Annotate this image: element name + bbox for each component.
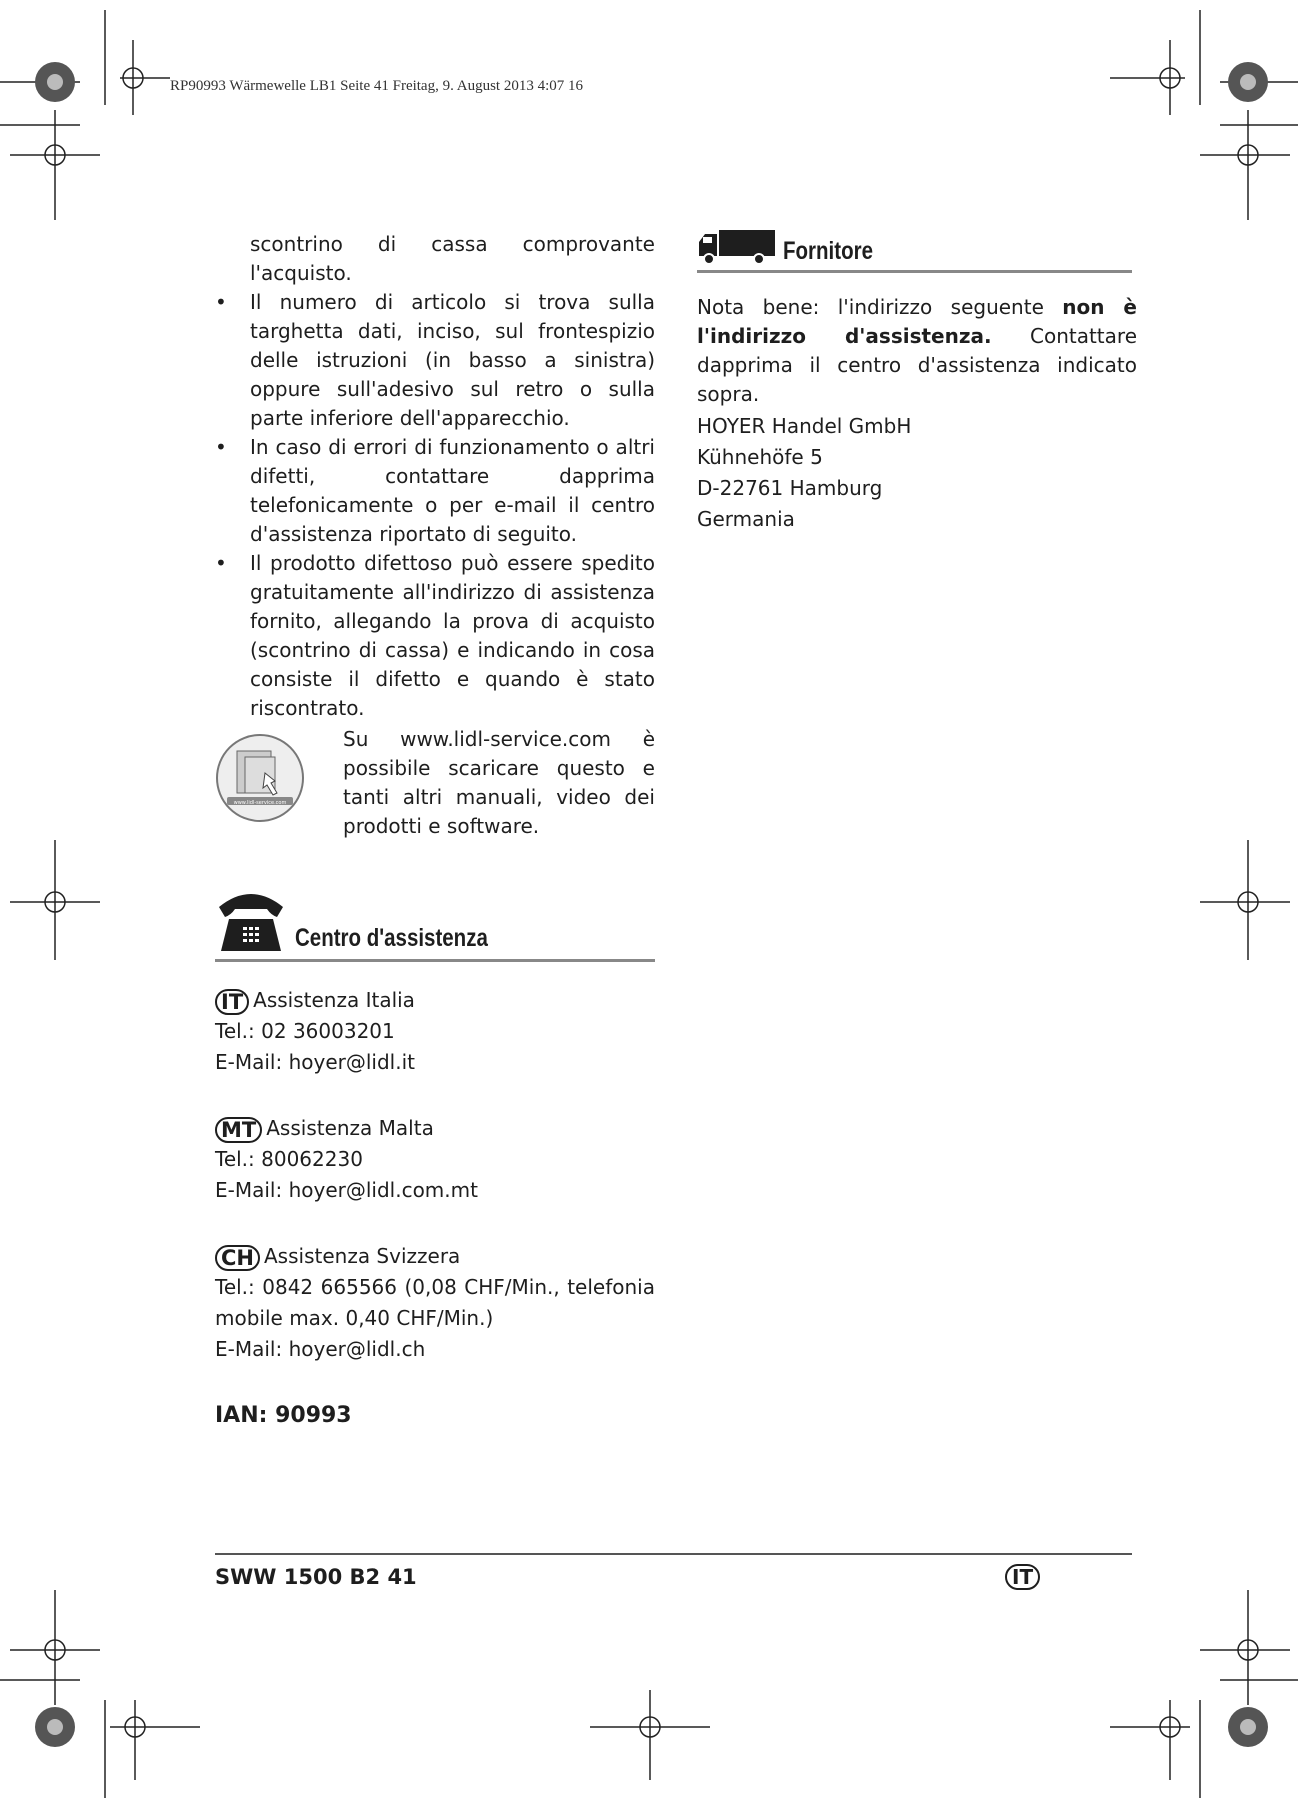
list-item: • Il prodotto difettoso può essere spedito gratuitamente all'indirizzo di assistenza fornito, allegando la prova di acquisto (scontrino di cassa) e indicando in cosa consiste il difetto e quando è stato riscontrato. [215, 549, 655, 723]
note-suffix: Contattare dapprima il centro d'assistenza indicato sopra. [697, 324, 1137, 406]
web-icon-caption: www.lidl-service.com [233, 800, 287, 806]
country-badge: CH [215, 1245, 260, 1271]
address-line: HOYER Handel GmbH [697, 414, 912, 438]
footer-divider [215, 1553, 1132, 1555]
supplier-note [697, 293, 1137, 409]
country-badge: IT [215, 989, 249, 1015]
contact-email: E-Mail: hoyer@lidl.it [215, 1050, 415, 1074]
ian-number: IAN: 90993 [215, 1403, 352, 1428]
section-divider [215, 959, 655, 962]
contact-malta [215, 1113, 655, 1206]
contact-switzerland [215, 1241, 655, 1365]
service-center-title: Centro d'assistenza [295, 924, 488, 952]
address-line: Kühnehöfe 5 [697, 445, 823, 469]
contact-tel: Tel.: 80062230 [215, 1147, 363, 1171]
truck-icon [697, 228, 777, 266]
address-line: D-22761 Hamburg [697, 476, 883, 500]
web-note-text: Su www.lidl-service.com è possibile scaricare questo e tanti altri manuali, video dei prodotti e software. [343, 727, 655, 838]
contact-label: Assistenza Malta [266, 1116, 434, 1140]
contact-email: E-Mail: hoyer@lidl.ch [215, 1337, 426, 1361]
telephone-icon [215, 885, 287, 955]
web-note [215, 725, 655, 838]
contact-list [215, 985, 655, 1431]
supplier-section [697, 228, 1137, 535]
continuation-text: scontrino di cassa comprovante l'acquisto. [250, 232, 655, 285]
bullet-list [215, 288, 655, 723]
contact-tel: Tel.: 02 36003201 [215, 1019, 395, 1043]
section-divider [697, 270, 1132, 273]
contact-label: Assistenza Svizzera [264, 1244, 461, 1268]
country-badge: MT [215, 1117, 262, 1143]
list-item: • In caso di errori di funzionamento o altri difetti, contattare dapprima telefonicamente o per e-mail il centro d'assistenza riportato di seguito. [215, 433, 655, 549]
contact-tel: Tel.: 0842 665566 (0,08 CHF/Min., telefonia mobile max. 0,40 CHF/Min.) [215, 1275, 655, 1330]
contact-italy [215, 985, 655, 1078]
supplier-title: Fornitore [783, 237, 873, 265]
note-prefix: Nota bene: l'indirizzo seguente [697, 295, 1063, 319]
list-item: • Il numero di articolo si trova sulla targhetta dati, inciso, sul frontespizio delle istruzioni (in basso a sinistra) oppure sull'adesivo sul retro o sulla parte inferiore dell'apparecchio. [215, 288, 655, 433]
print-header: RP90993 Wärmewelle LB1 Seite 41 Freitag, 9. August 2013 4:07 16 [170, 78, 584, 94]
contact-label: Assistenza Italia [253, 988, 415, 1012]
supplier-address [697, 411, 1137, 535]
service-center-heading [215, 885, 655, 955]
supplier-heading [697, 228, 1137, 266]
footer-model-page: SWW 1500 B2 41 [215, 1565, 417, 1589]
footer-language-badge: IT [1005, 1564, 1040, 1590]
service-center-section [215, 885, 655, 962]
note-emphasis: non è l'indirizzo d'assistenza. [697, 295, 1138, 348]
address-line: Germania [697, 507, 795, 531]
download-manual-icon [215, 733, 305, 823]
left-column [215, 230, 655, 838]
contact-email: E-Mail: hoyer@lidl.com.mt [215, 1178, 478, 1202]
